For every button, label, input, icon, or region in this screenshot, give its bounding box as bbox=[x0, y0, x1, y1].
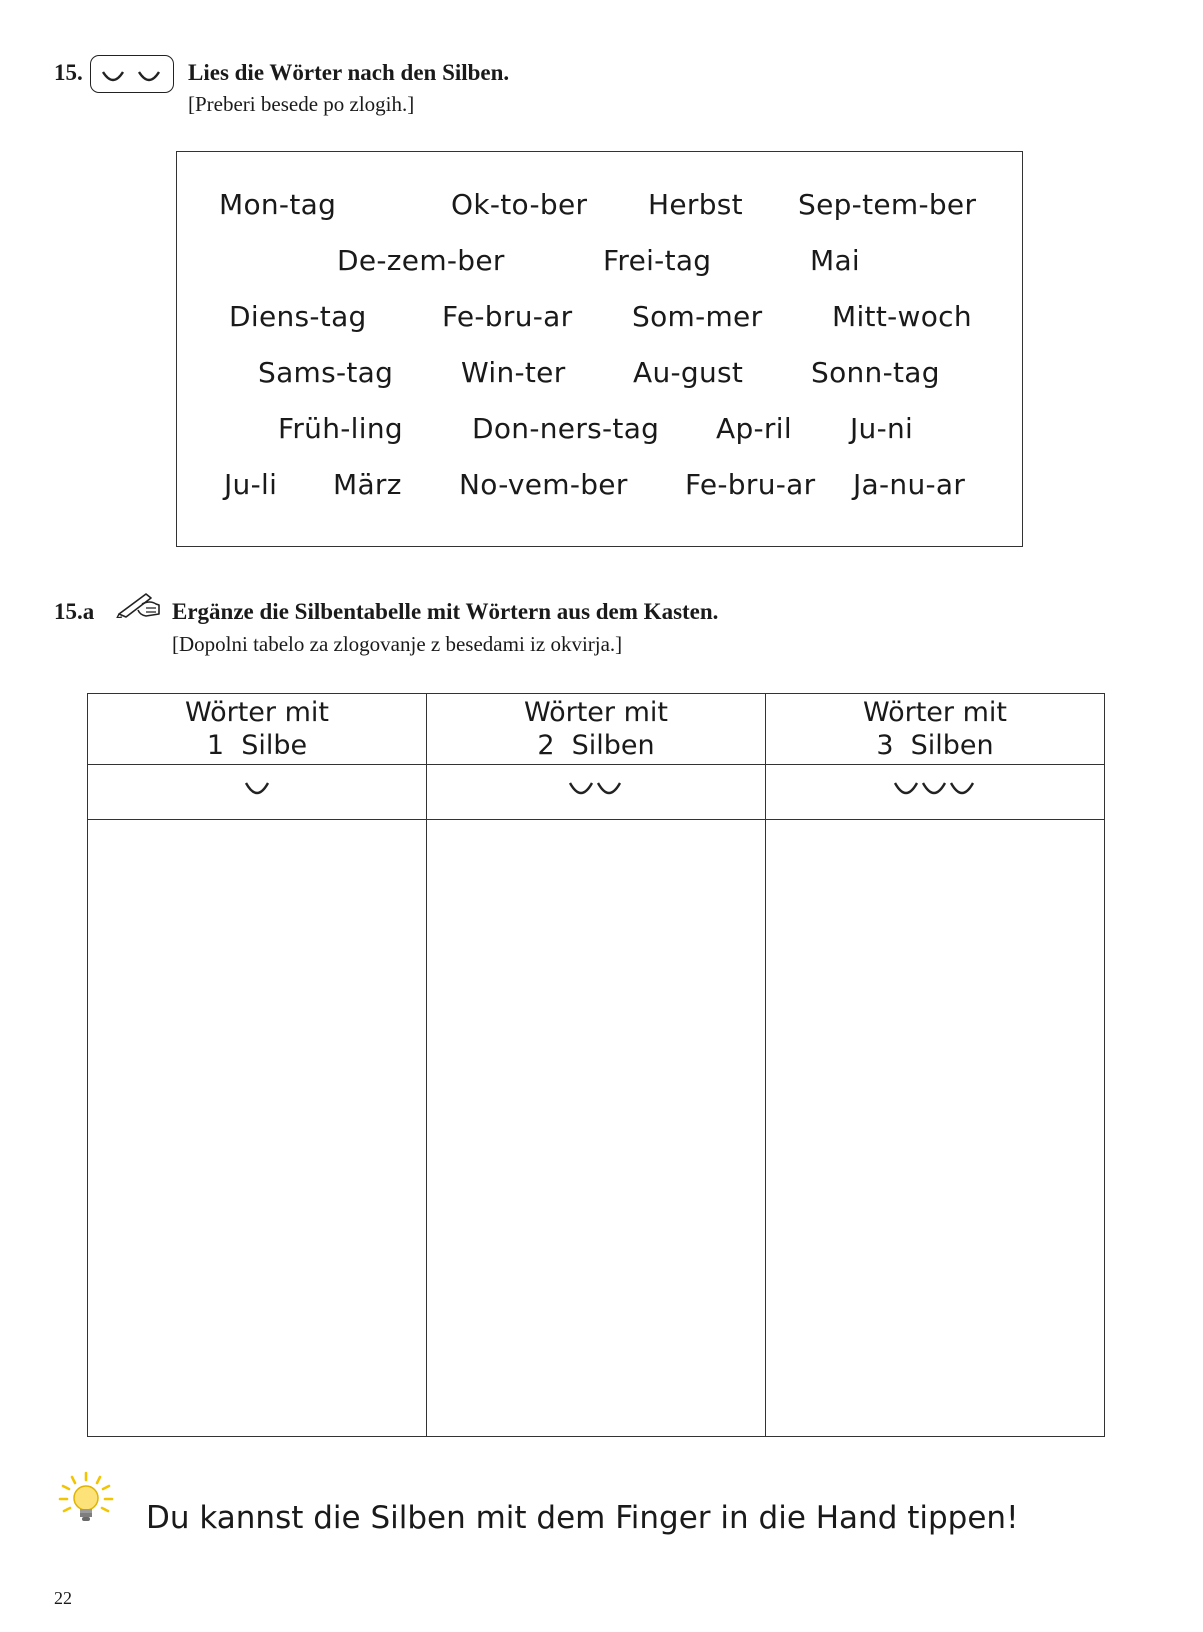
three-arcs-icon bbox=[891, 779, 979, 801]
word-item: Win-ter bbox=[461, 356, 566, 389]
two-syllable-arcs-icon bbox=[90, 55, 174, 93]
tip-text: Du kannst die Silben mit dem Finger in die Hand tippen! bbox=[146, 1500, 1019, 1536]
exercise-subtitle: [Preberi besede po zlogih.] bbox=[188, 92, 415, 116]
word-item: Frei-tag bbox=[603, 244, 712, 277]
word-item: Mon-tag bbox=[219, 188, 337, 221]
word-item: Mitt-woch bbox=[832, 300, 972, 333]
column-header bbox=[766, 694, 1105, 765]
word-item: Don-ners-tag bbox=[472, 412, 660, 445]
word-item: Diens-tag bbox=[229, 300, 367, 333]
word-item: Fe-bru-ar bbox=[685, 468, 816, 501]
word-item: Au-gust bbox=[633, 356, 744, 389]
word-box bbox=[176, 151, 1023, 547]
word-item: Ok-to-ber bbox=[451, 188, 588, 221]
syllable-arc-cell bbox=[88, 765, 427, 820]
word-item: Ju-li bbox=[224, 468, 278, 501]
word-item: Mai bbox=[810, 244, 860, 277]
syllable-arc-cell bbox=[427, 765, 766, 820]
answer-cell-2-syllables[interactable] bbox=[427, 820, 766, 1437]
syllable-table bbox=[87, 693, 1105, 1437]
word-item: Sep-tem-ber bbox=[798, 188, 977, 221]
exercise-title: Lies die Wörter nach den Silben. bbox=[188, 60, 510, 85]
syllable-arc-cell bbox=[766, 765, 1105, 820]
writing-hand-icon bbox=[116, 590, 162, 618]
two-arcs-icon bbox=[566, 779, 626, 801]
word-item: Sams-tag bbox=[258, 356, 394, 389]
word-item: Herbst bbox=[648, 188, 743, 221]
light-bulb-icon bbox=[58, 1471, 114, 1527]
page-number: 22 bbox=[54, 1588, 72, 1608]
exercise-subtitle: [Dopolni tabelo za zlogovanje z besedami iz okvirja.] bbox=[172, 632, 623, 656]
answer-cell-1-syllable[interactable] bbox=[88, 820, 427, 1437]
word-item: Ja-nu-ar bbox=[853, 468, 966, 501]
word-item: No-vem-ber bbox=[459, 468, 628, 501]
word-item: März bbox=[333, 468, 402, 501]
exercise-number: 15.a bbox=[54, 599, 95, 624]
word-item: Ap-ril bbox=[716, 412, 792, 445]
column-header-line: 1 Silbe bbox=[206, 730, 308, 761]
column-header-line: 2 Silben bbox=[537, 730, 655, 761]
word-item: Som-mer bbox=[632, 300, 763, 333]
column-header bbox=[427, 694, 766, 765]
word-item: Sonn-tag bbox=[811, 356, 940, 389]
one-arc-icon bbox=[242, 779, 272, 801]
exercise-number: 15. bbox=[54, 60, 83, 85]
column-header bbox=[88, 694, 427, 765]
column-header-line: 3 Silben bbox=[876, 730, 994, 761]
word-item: De-zem-ber bbox=[337, 244, 505, 277]
word-item: Fe-bru-ar bbox=[442, 300, 573, 333]
word-item: Ju-ni bbox=[850, 412, 914, 445]
exercise-title: Ergänze die Silbentabelle mit Wörtern aus dem Kasten. bbox=[172, 599, 719, 624]
column-header-line: Wörter mit bbox=[523, 697, 668, 728]
column-header-line: Wörter mit bbox=[862, 697, 1007, 728]
column-header-line: Wörter mit bbox=[184, 697, 329, 728]
word-item: Früh-ling bbox=[278, 412, 403, 445]
answer-cell-3-syllables[interactable] bbox=[766, 820, 1105, 1437]
